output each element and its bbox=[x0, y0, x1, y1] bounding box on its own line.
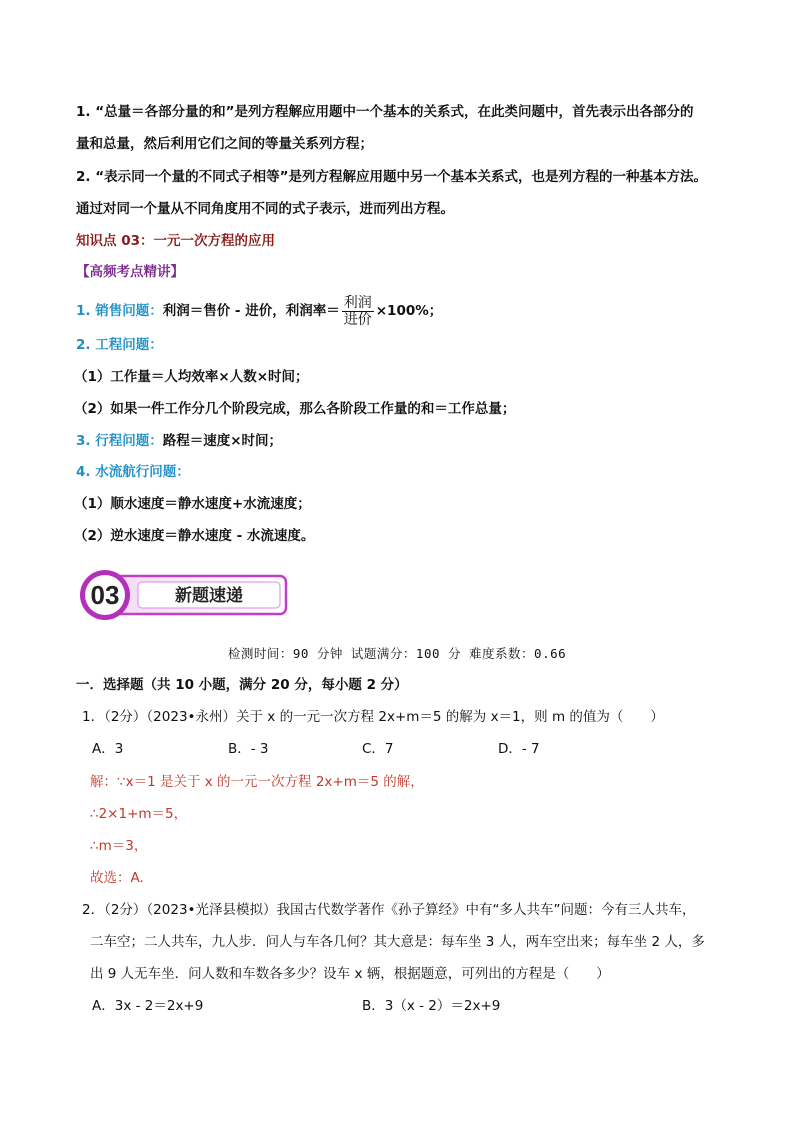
q1-option-d[interactable]: D．- 7 bbox=[498, 741, 540, 757]
water-item-2: （2）逆水速度＝静水速度 - 水流速度。 bbox=[74, 528, 315, 544]
travel-problem-line bbox=[76, 431, 282, 451]
sales-tail: ×100%； bbox=[375, 303, 443, 319]
travel-label: 3. 行程问题： bbox=[76, 433, 163, 449]
q2-stem-2: 二车空；二人共车，九人步．问人与车各几何？其大意是：每车坐 3 人，两车空出来；每车坐 2 人，多 bbox=[90, 934, 705, 950]
water-problem-label: 4. 水流航行问题： bbox=[76, 464, 190, 480]
q1-option-a[interactable]: A．3 bbox=[92, 741, 124, 757]
fraction-numerator: 利润 bbox=[343, 294, 372, 311]
q2-option-a[interactable]: A．3x - 2＝2x+9 bbox=[92, 998, 204, 1014]
q2-stem-1: 2．（2分）（2023•光泽县模拟）我国古代数学著作《孙子算经》中有“多人共车”问题：今有三人共车， bbox=[82, 902, 696, 918]
knowledge-point-title: 知识点 03：一元一次方程的应用 bbox=[76, 233, 275, 249]
sales-text: 利润＝售价 - 进价，利润率＝ bbox=[162, 303, 340, 319]
q1-solution-3: ∴m＝3， bbox=[90, 838, 148, 854]
section-title: 一．选择题（共 10 小题，满分 20 分，每小题 2 分） bbox=[76, 677, 408, 693]
profit-rate-fraction bbox=[342, 295, 374, 328]
intro-p2-line1: 2. “表示同一个量的不同式子相等”是列方程解应用题中另一个基本关系式，也是列方程的一种基本方法。 bbox=[76, 169, 707, 185]
q2-option-b[interactable]: B．3（x - 2）＝2x+9 bbox=[362, 998, 501, 1014]
work-problem-label: 2. 工程问题： bbox=[76, 337, 163, 353]
q1-solution-1: 解：∵x＝1 是关于 x 的一元一次方程 2x+m＝5 的解， bbox=[90, 774, 424, 790]
exam-meta: 检测时间：90 分钟 试题满分：100 分 难度系数：0.66 bbox=[227, 646, 567, 661]
intro-p1-line2: 量和总量，然后利用它们之间的等量关系列方程； bbox=[76, 136, 373, 152]
water-item-1: （1）顺水速度＝静水速度+水流速度； bbox=[74, 496, 311, 512]
q1-solution-2: ∴2×1+m＝5， bbox=[90, 806, 188, 822]
banner-number: 03 bbox=[90, 580, 120, 610]
q1-option-b[interactable]: B．- 3 bbox=[228, 741, 269, 757]
section-banner bbox=[78, 568, 290, 622]
travel-text: 路程＝速度×时间； bbox=[162, 433, 283, 449]
intro-p1-line1: 1. “总量＝各部分量的和”是列方程解应用题中一个基本的关系式，在此类问题中，首先表示出各部分的 bbox=[76, 104, 694, 120]
work-item-1: （1）工作量＝人均效率×人数×时间； bbox=[74, 369, 309, 385]
work-item-2: （2）如果一件工作分几个阶段完成，那么各阶段工作量的和＝工作总量； bbox=[74, 401, 516, 417]
sales-label: 1. 销售问题： bbox=[76, 303, 163, 319]
intro-p2-line2: 通过对同一个量从不同角度用不同的式子表示，进而列出方程。 bbox=[76, 201, 454, 217]
sales-problem-line bbox=[76, 294, 442, 328]
q1-option-c[interactable]: C．7 bbox=[362, 741, 394, 757]
q1-stem: 1．（2分）（2023•永州）关于 x 的一元一次方程 2x+m＝5 的解为 x＝1，则 m 的值为（ ） bbox=[82, 709, 664, 725]
q2-stem-3: 出 9 人无车坐．问人数和车数各多少？设车 x 辆，根据题意，可列出的方程是（ ） bbox=[90, 966, 610, 982]
banner-label: 新题速递 bbox=[175, 586, 243, 606]
q1-solution-4: 故选：A. bbox=[90, 870, 144, 886]
knowledge-point-subtitle: 【高频考点精讲】 bbox=[76, 264, 184, 280]
fraction-denominator: 进价 bbox=[343, 311, 372, 328]
